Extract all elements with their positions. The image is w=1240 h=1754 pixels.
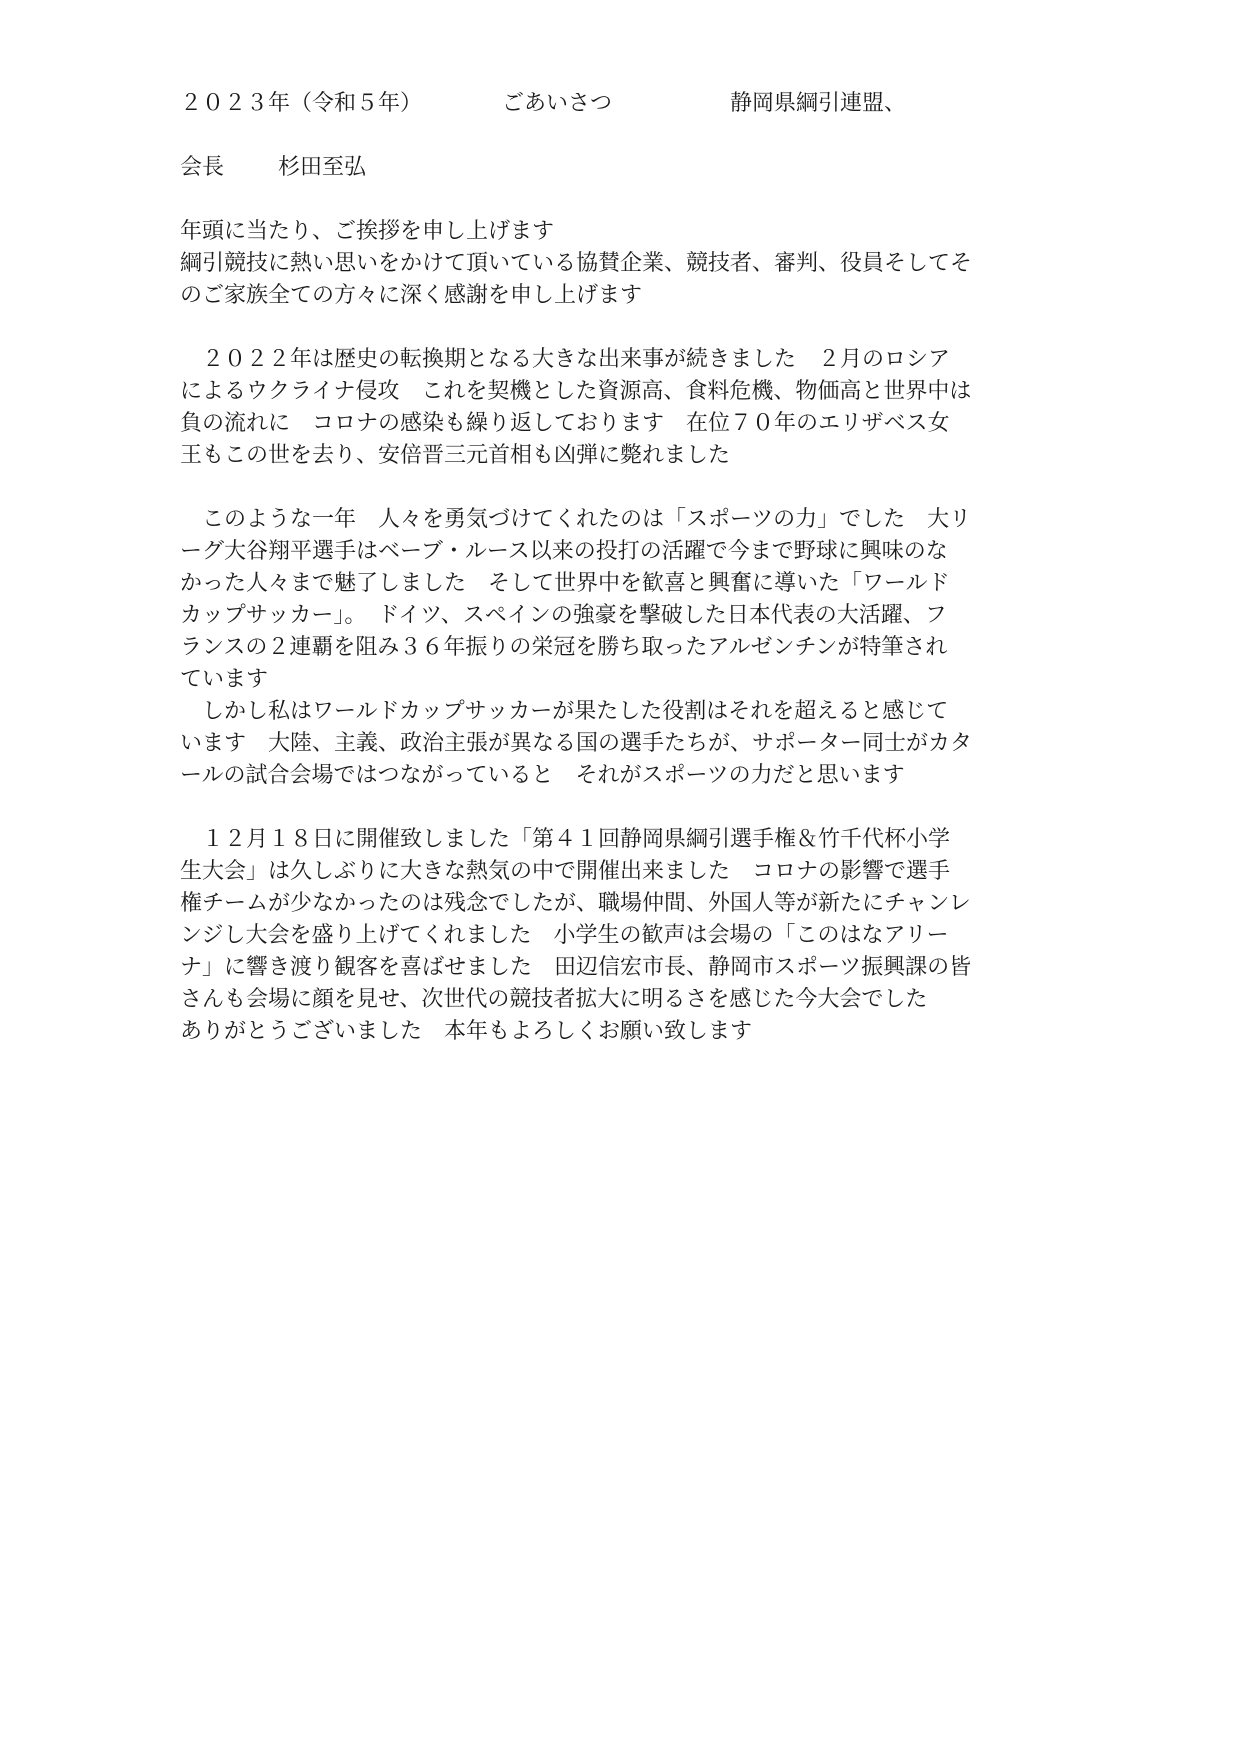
text-line: ランスの２連覇を阻み３６年振りの栄冠を勝ち取ったアルゼンチンが特筆され <box>180 635 948 660</box>
text-line: 王もこの世を去り、安倍晋三元首相も凶弾に斃れました <box>180 443 731 468</box>
text-line: のご家族全ての方々に深く感謝を申し上げます <box>180 283 643 308</box>
text-line: ーグ大谷翔平選手はベーブ・ルース以来の投打の活躍で今まで野球に興味のな <box>180 539 948 564</box>
letter-body <box>180 88 1080 1048</box>
header-title: ごあいさつ <box>502 91 613 116</box>
spacer <box>180 472 1080 504</box>
text-line: 生大会」は久しぶりに大きな熱気の中で開催出来ました コロナの影響で選手 <box>180 859 951 884</box>
text-line: さんも会場に顔を見せ、次世代の競技者拡大に明るさを感じた今大会でした <box>180 987 928 1012</box>
paragraph-2022-events <box>180 344 1080 472</box>
letter-header <box>180 88 1080 120</box>
text-line: ありがとうございました 本年もよろしくお願い致します <box>180 1019 753 1044</box>
header-organization: 静岡県綱引連盟、 <box>730 91 907 116</box>
text-line: 綱引競技に熱い思いをかけて頂いている協賛企業、競技者、審判、役員そしてそ <box>180 251 973 276</box>
text-line: ールの試合会場ではつながっていると それがスポーツの力だと思います <box>180 763 905 788</box>
text-line: カップサッカー」。 ドイツ、スペインの強豪を撃破した日本代表の大活躍、フ <box>180 603 947 628</box>
signature-line <box>180 152 1080 184</box>
text-line: ンジし大会を盛り上げてくれました 小学生の歓声は会場の「このはなアリー <box>180 923 949 948</box>
text-line: によるウクライナ侵攻 これを契機とした資源高、食料危機、物価高と世界中は <box>180 379 972 404</box>
paragraph-sports-power <box>180 504 1080 792</box>
text-line: 年頭に当たり、ご挨拶を申し上げます <box>180 219 555 244</box>
spacer <box>180 312 1080 344</box>
text-line: ２０２２年は歴史の転換期となる大きな出来事が続きました ２月のロシア <box>180 347 951 372</box>
spacer <box>180 120 1080 152</box>
spacer <box>180 184 1080 216</box>
signature-name: 杉田至弘 <box>278 155 367 180</box>
spacer <box>180 792 1080 824</box>
text-line: しかし私はワールドカップサッカーが果たした役割はそれを超えると感じて <box>180 699 949 724</box>
text-line: ています <box>180 667 269 692</box>
text-line: ナ」に響き渡り観客を喜ばせました 田辺信宏市長、静岡市スポーツ振興課の皆 <box>180 955 972 980</box>
text-line: 負の流れに コロナの感染も繰り返しております 在位７０年のエリザベス女 <box>180 411 950 436</box>
text-line: 権チームが少なかったのは残念でしたが、職場仲間、外国人等が新たにチャンレ <box>180 891 971 916</box>
text-line: かった人々まで魅了しました そして世界中を歓喜と興奮に導いた「ワールド <box>180 571 950 596</box>
header-date: ２０２３年（令和５年） <box>180 91 423 116</box>
paragraph-greeting <box>180 216 1080 312</box>
paragraph-tournament <box>180 824 1080 1048</box>
text-line: １２月１８日に開催致しました「第４１回静岡県綱引選手権＆竹千代杯小学 <box>180 827 951 852</box>
text-line: います 大陸、主義、政治主張が異なる国の選手たちが、サポーター同士がカタ <box>180 731 973 756</box>
text-line: このような一年 人々を勇気づけてくれたのは「スポーツの力」でした 大リ <box>180 507 972 532</box>
signature-role: 会長 <box>180 155 225 180</box>
